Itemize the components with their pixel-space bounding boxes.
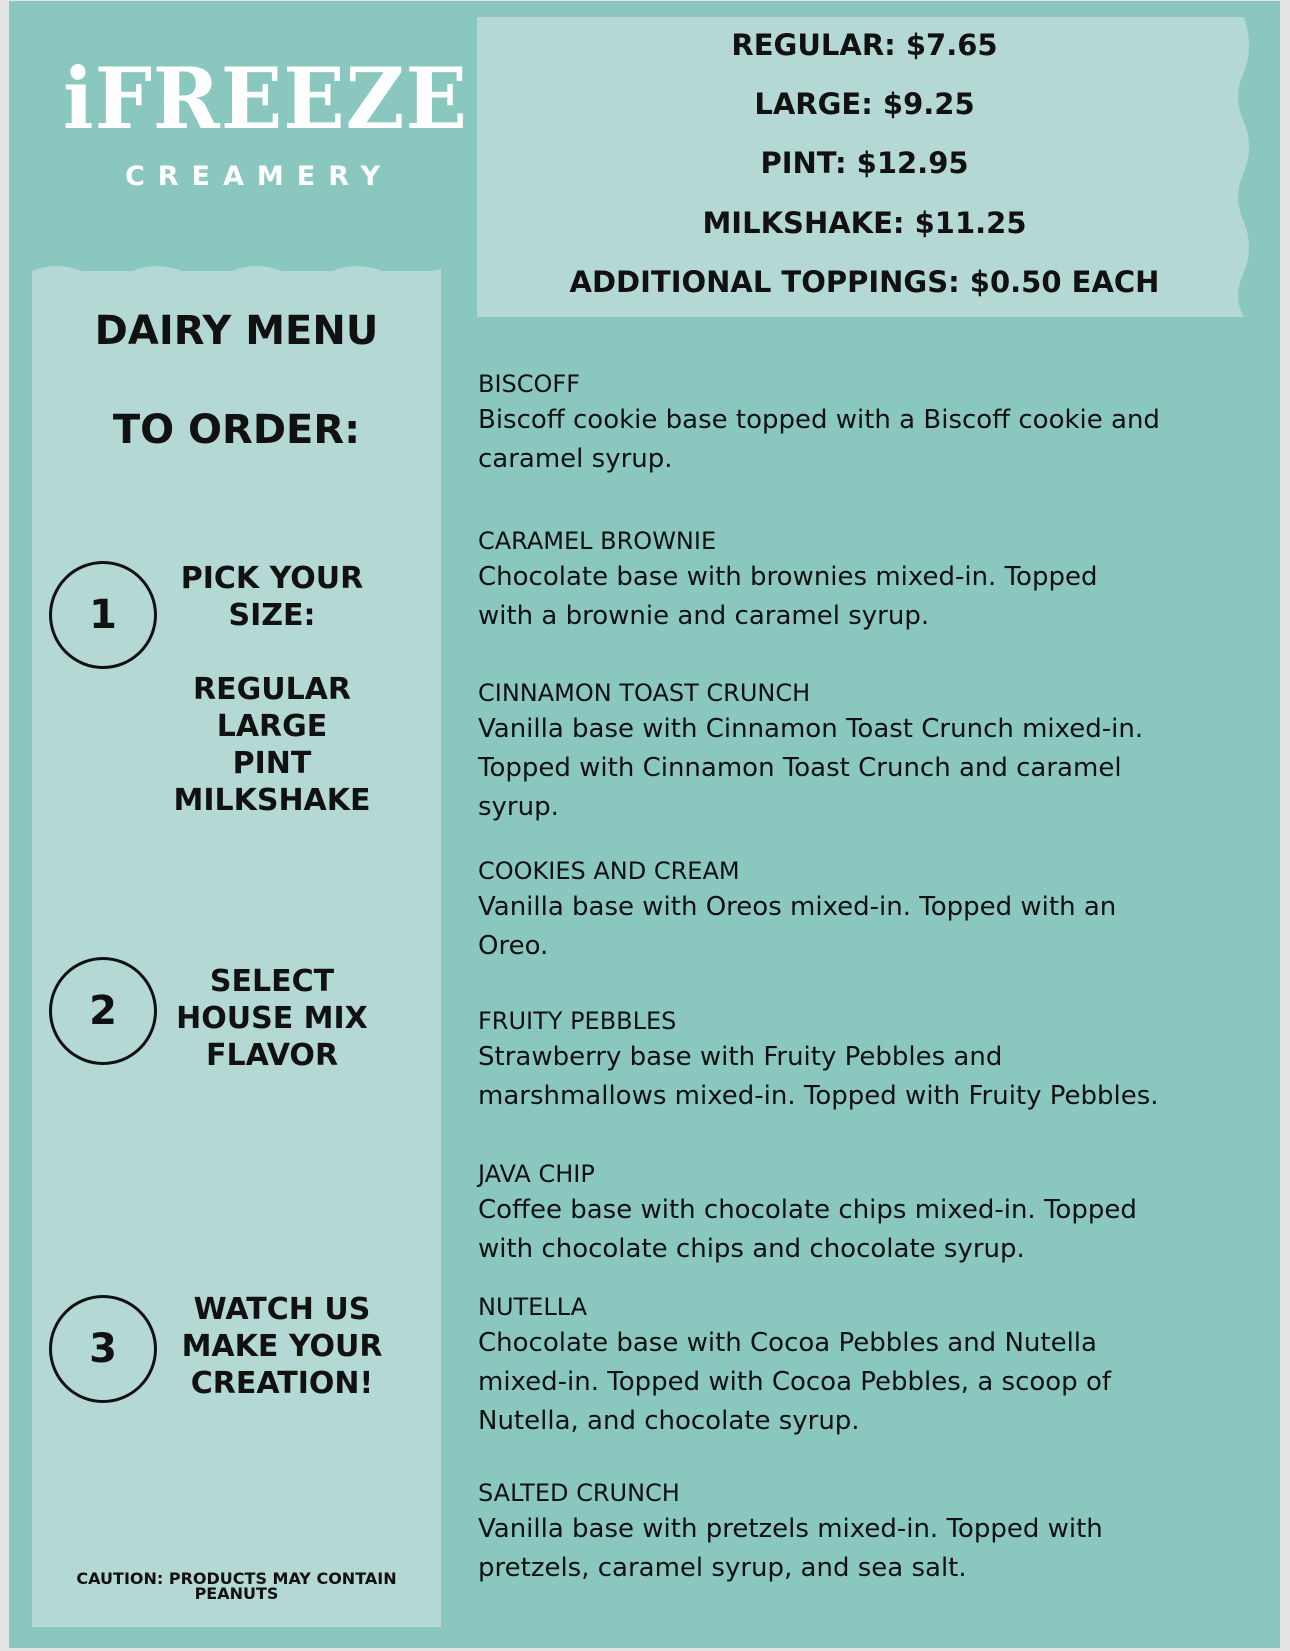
brand-name: iFREEZE: [63, 49, 468, 148]
description-line: Chocolate base with brownies mixed-in. Topped: [478, 562, 1098, 592]
step-1-line: PICK YOUR: [180, 561, 364, 596]
menu-page: [9, 1, 1280, 1648]
price-list: [477, 17, 1252, 317]
flavor-item: [478, 1476, 1238, 1588]
description-line: Strawberry base with Fruity Pebbles and: [478, 1042, 1003, 1072]
price-pint: PINT: $12.95: [760, 146, 969, 180]
description-line: Vanilla base with Cinnamon Toast Crunch mixed-in.: [478, 714, 1144, 744]
description-line: marshmallows mixed-in. Topped with Fruity Pebbles.: [478, 1081, 1159, 1111]
step-1-text: [172, 560, 372, 634]
price-regular: REGULAR: $7.65: [731, 28, 998, 62]
step-1-circle: [49, 561, 157, 669]
flavor-description: [478, 1038, 1238, 1116]
description-line: Biscoff cookie base topped with a Biscoff cookie and: [478, 405, 1160, 435]
flavor-description: [478, 401, 1238, 479]
description-line: with chocolate chips and chocolate syrup.: [478, 1234, 1025, 1264]
step-3-text: [172, 1291, 392, 1402]
step-1-line: SIZE:: [228, 598, 316, 633]
step-2-line: FLAVOR: [205, 1038, 339, 1073]
flavor-name: FRUITY PEBBLES: [478, 1007, 677, 1035]
description-line: Coffee base with chocolate chips mixed-in. Topped: [478, 1195, 1137, 1225]
flavor-name: CINNAMON TOAST CRUNCH: [478, 679, 811, 707]
description-line: Vanilla base with Oreos mixed-in. Topped with an: [478, 892, 1117, 922]
flavor-name: COOKIES AND CREAM: [478, 857, 740, 885]
wave-edge-decoration: [32, 261, 441, 285]
description-line: Chocolate base with Cocoa Pebbles and Nutella: [478, 1328, 1097, 1358]
brand-subtitle: CREAMERY: [124, 161, 394, 192]
step-3-number: 3: [89, 1326, 117, 1372]
size-pint: PINT: [232, 746, 312, 781]
description-line: Topped with Cinnamon Toast Crunch and caramel: [478, 753, 1122, 783]
flavor-name: NUTELLA: [478, 1293, 588, 1321]
description-line: pretzels, caramel syrup, and sea salt.: [478, 1553, 967, 1583]
step-3-circle: [49, 1295, 157, 1403]
flavor-name: SALTED CRUNCH: [478, 1479, 680, 1507]
flavor-description: [478, 558, 1238, 636]
flavor-item: [478, 1290, 1238, 1441]
caution-line: CAUTION: PRODUCTS MAY CONTAIN: [76, 1569, 397, 1588]
brand-logo: [55, 49, 468, 192]
allergy-caution: [32, 1571, 441, 1601]
flavor-item: [478, 1004, 1238, 1116]
flavor-description: [478, 888, 1238, 966]
step-2-number: 2: [89, 988, 117, 1034]
flavor-name: CARAMEL BROWNIE: [478, 527, 717, 555]
step-2-circle: [49, 957, 157, 1065]
flavor-description: [478, 1324, 1238, 1441]
order-steps-panel: [32, 271, 441, 1627]
flavor-name: JAVA CHIP: [478, 1160, 595, 1188]
flavor-item: [478, 524, 1238, 636]
price-milkshake: MILKSHAKE: $11.25: [702, 206, 1027, 240]
flavor-item: [478, 367, 1238, 479]
caution-line: PEANUTS: [194, 1584, 279, 1603]
description-line: syrup.: [478, 792, 559, 822]
menu-title: DAIRY MENU: [94, 308, 379, 354]
description-line: Oreo.: [478, 931, 549, 961]
flavor-item: [478, 854, 1238, 966]
step-2-line: HOUSE MIX: [176, 1001, 368, 1036]
step-3-line: MAKE YOUR: [181, 1329, 383, 1364]
price-toppings: ADDITIONAL TOPPINGS: $0.50 EACH: [569, 265, 1160, 299]
description-line: mixed-in. Topped with Cocoa Pebbles, a scoop of: [478, 1367, 1112, 1397]
step-2-text: [172, 963, 372, 1074]
flavor-item: [478, 676, 1238, 827]
order-heading: TO ORDER:: [112, 407, 361, 453]
flavor-description: [478, 1191, 1238, 1269]
description-line: Nutella, and chocolate syrup.: [478, 1406, 860, 1436]
step-1-number: 1: [89, 592, 117, 638]
step-3-line: WATCH US: [193, 1292, 371, 1327]
flavor-name: BISCOFF: [478, 370, 581, 398]
size-list: [172, 671, 372, 819]
flavor-description: [478, 710, 1238, 827]
size-regular: REGULAR: [192, 672, 351, 707]
description-line: caramel syrup.: [478, 444, 673, 474]
step-3-line: CREATION!: [190, 1366, 374, 1401]
description-line: Vanilla base with pretzels mixed-in. Topped with: [478, 1514, 1103, 1544]
size-large: LARGE: [216, 709, 328, 744]
step-2-line: SELECT: [209, 964, 335, 999]
description-line: with a brownie and caramel syrup.: [478, 601, 930, 631]
size-milkshake: MILKSHAKE: [173, 783, 371, 818]
flavor-description: [478, 1510, 1238, 1588]
flavor-item: [478, 1157, 1238, 1269]
price-large: LARGE: $9.25: [754, 87, 975, 121]
